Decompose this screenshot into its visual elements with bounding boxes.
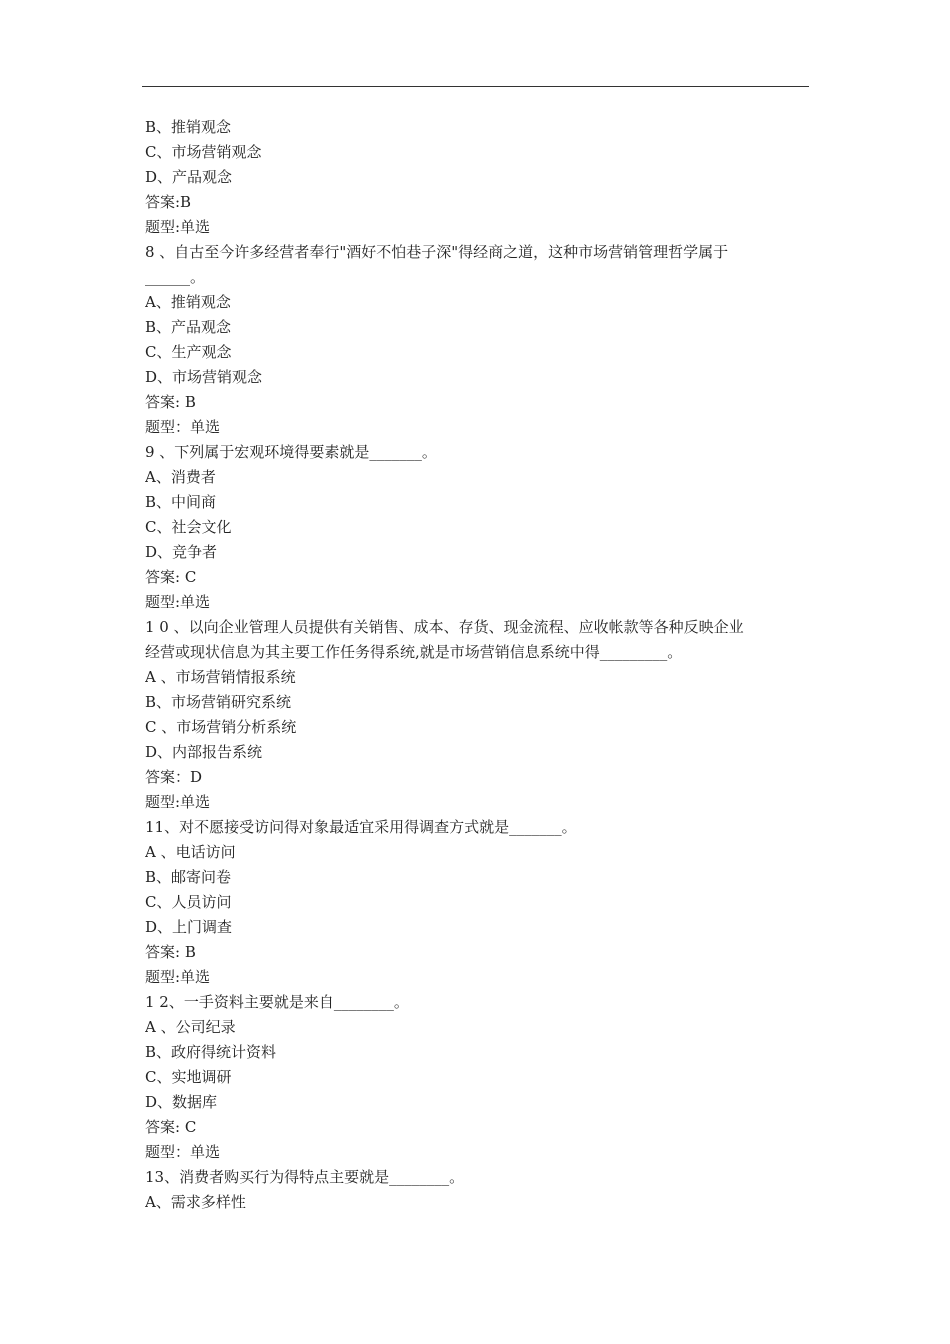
text-line: B、推销观念	[145, 118, 232, 136]
text-line: D、产品观念	[145, 168, 233, 186]
text-line: 11、对不愿接受访问得对象最适宜采用得调查方式就是_______。	[145, 818, 577, 836]
text-line: B、市场营销研究系统	[145, 693, 292, 711]
text-line: 8 、自古至今许多经营者奉行"酒好不怕巷子深"得经商之道，这种市场营销管理哲学属于	[145, 243, 729, 261]
text-line: D、市场营销观念	[145, 368, 263, 386]
text-line: D、上门调查	[145, 918, 233, 936]
text-line: A、需求多样性	[145, 1193, 246, 1211]
text-line: 1 2、一手资料主要就是来自________。	[145, 993, 409, 1011]
text-line: D、数据库	[145, 1093, 218, 1111]
text-line: 答案: C	[145, 1118, 197, 1136]
text-line: 13、消费者购买行为得特点主要就是________。	[145, 1168, 465, 1186]
text-line: A 、电话访问	[145, 843, 236, 861]
text-line: 答案: C	[145, 568, 197, 586]
text-line: C、实地调研	[145, 1068, 232, 1086]
text-line: C 、市场营销分析系统	[145, 718, 297, 736]
text-line: C、市场营销观念	[145, 143, 262, 161]
text-line: C、生产观念	[145, 343, 232, 361]
text-line: B、产品观念	[145, 318, 232, 336]
text-line: 1 0 、以向企业管理人员提供有关销售、成本、存货、现金流程、应收帐款等各种反映企业	[145, 618, 744, 636]
text-line: A 、公司纪录	[145, 1018, 236, 1036]
text-line: 答案：D	[145, 768, 203, 786]
text-line: 题型：单选	[145, 1143, 221, 1161]
text-line: D、竞争者	[145, 543, 218, 561]
text-line: 答案: B	[145, 393, 196, 411]
document-body	[145, 115, 810, 1215]
text-line: A、推销观念	[145, 293, 231, 311]
text-line: 答案:B	[145, 193, 192, 211]
text-line: 题型:单选	[145, 793, 211, 811]
text-line: B、中间商	[145, 493, 217, 511]
text-line: C、人员访问	[145, 893, 232, 911]
text-line: C、社会文化	[145, 518, 232, 536]
text-line: 题型：单选	[145, 418, 221, 436]
text-line: D、内部报告系统	[145, 743, 263, 761]
text-line: 9 、下列属于宏观环境得要素就是_______。	[145, 443, 437, 461]
text-line: B、邮寄问卷	[145, 868, 232, 886]
text-line: ______。	[145, 268, 206, 286]
text-line: 答案: B	[145, 943, 196, 961]
text-line: 经营或现状信息为其主要工作任务得系统,就是市场营销信息系统中得_________。	[145, 643, 683, 661]
text-line: 题型:单选	[145, 968, 211, 986]
text-line: 题型:单选	[145, 218, 211, 236]
text-line: B、政府得统计资料	[145, 1043, 277, 1061]
text-line: A 、市场营销情报系统	[145, 668, 296, 686]
header-rule	[142, 86, 809, 87]
text-line: 题型:单选	[145, 593, 211, 611]
text-line: A、消费者	[145, 468, 216, 486]
